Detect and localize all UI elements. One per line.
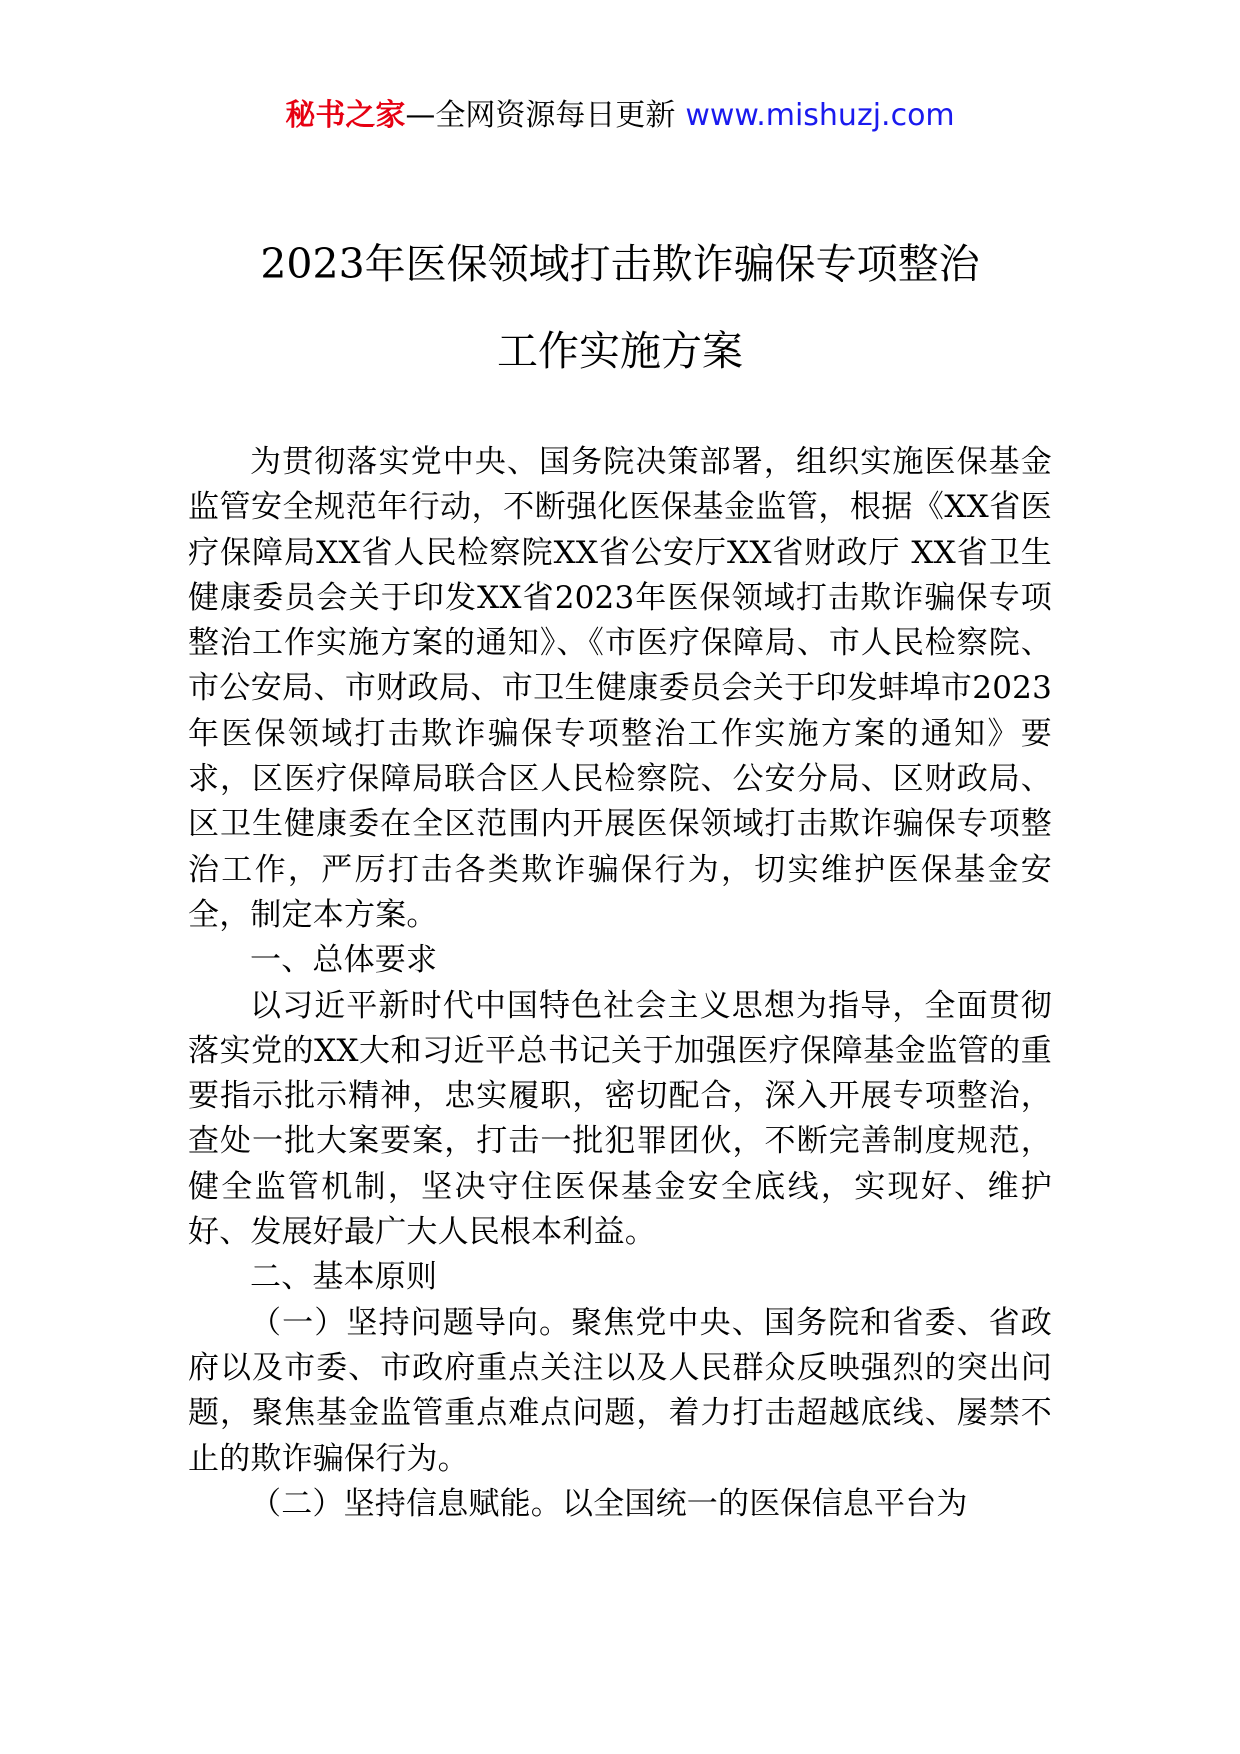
site-brand: 秘书之家 xyxy=(285,98,406,133)
site-url-link[interactable]: www.mishuzj.com xyxy=(685,98,955,133)
intro-paragraph: 为贯彻落实党中央、国务院决策部署，组织实施医保基金监管安全规范年行动，不断强化医保基金监管，根据《XX省医疗保障局XX省人民检察院XX省公安厅XX省财政厅 XX省卫生健康委员会关于印发XX省2023年医保领域打击欺诈骗保专项整治工作实施方案的通知》、《市医疗保障局、市人民检察院、市公安局、市财政局、市卫生健康委员会关于印发蚌埠市2023年医保领域打击欺诈骗保专项整治工作实施方案的通知》要求，区医疗保障局联合区人民检察院、公安分局、区财政局、区卫生健康委在全区范围内开展医保领域打击欺诈骗保专项整治工作，严厉打击各类欺诈骗保行为，切实维护医保基金安全，制定本方案。 xyxy=(188,444,1052,933)
section-heading-basic-principles: 二、基本原则 xyxy=(250,1259,438,1296)
principle-1-paragraph: （一）坚持问题导向。聚焦党中央、国务院和省委、省政府以及市委、市政府重点关注以及人民群众反映强烈的突出问题，聚焦基金监管重点难点问题，着力打击超越底线、屡禁不止的欺诈骗保行为。 xyxy=(188,1304,1052,1477)
section-heading-general-requirements: 一、总体要求 xyxy=(250,942,438,979)
document-body xyxy=(188,440,1052,1527)
site-header xyxy=(0,96,1240,136)
document-title-line-1: 2023年医保领域打击欺诈骗保专项整治 xyxy=(260,240,980,288)
principle-2-paragraph: （二）坚持信息赋能。以全国统一的医保信息平台为 xyxy=(250,1485,968,1522)
general-requirements-paragraph: 以习近平新时代中国特色社会主义思想为指导，全面贯彻落实党的XX大和习近平总书记关于加强医疗保障基金监管的重要指示批示精神，忠实履职，密切配合，深入开展专项整治，查处一批大案要案，打击一批犯罪团伙，不断完善制度规范，健全监管机制，坚决守住医保基金安全底线，实现好、维护好、发展好最广大人民根本利益。 xyxy=(188,987,1052,1251)
site-slogan: —全网资源每日更新 xyxy=(405,98,676,133)
document-title-line-2: 工作实施方案 xyxy=(497,327,743,375)
